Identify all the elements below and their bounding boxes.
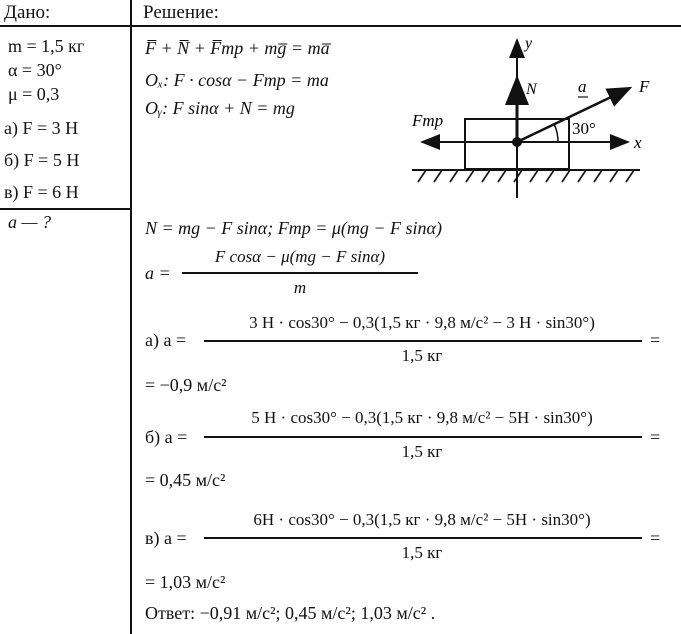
case-b-denominator: 1,5 кг xyxy=(401,442,443,461)
case-b-equals: = xyxy=(650,427,661,447)
case-a-equals: = xyxy=(650,330,661,350)
general-formula-lhs: a = xyxy=(145,263,171,283)
column-divider xyxy=(130,0,132,634)
general-formula-denominator: m xyxy=(293,278,307,297)
case-c-denominator: 1,5 кг xyxy=(401,543,443,562)
general-formula-numerator: F cosα − μ(mg − F sinα) xyxy=(214,247,386,266)
case-a-denominator: 1,5 кг xyxy=(401,346,443,365)
given-angle: α = 30° xyxy=(8,60,62,80)
given-friction-coefficient: μ = 0,3 xyxy=(8,84,60,104)
find-unknown: a — ? xyxy=(8,212,52,232)
case-c-equals: = xyxy=(650,528,661,548)
vector-equation: F̅ + N̅ + F̅тр + mg̅ = ma̅ xyxy=(145,38,330,58)
origin-point xyxy=(512,137,522,147)
case-a-numerator: 3 Н · cos30° − 0,3(1,5 кг · 9,8 м/с² − 3 Н · sin30°) xyxy=(249,313,595,332)
x-axis-label: x xyxy=(634,133,642,152)
case-a-lhs: а) a = xyxy=(145,330,187,350)
normal-force-label: N xyxy=(526,81,537,98)
case-c-bar xyxy=(204,537,642,539)
case-a-result: = −0,9 м/с² xyxy=(145,375,227,395)
final-answer: Ответ: −0,91 м/с²; 0,45 м/с²; 1,03 м/с² . xyxy=(145,603,436,623)
header-underline xyxy=(0,25,681,27)
case-c-lhs: в) a = xyxy=(145,528,187,548)
ground-hatching xyxy=(418,170,634,182)
given-case-b: б) F = 5 Н xyxy=(4,150,80,170)
acceleration-label: a xyxy=(578,77,587,96)
given-separator xyxy=(0,208,131,210)
friction-force-label: Fтр xyxy=(412,111,444,130)
case-b-numerator: 5 Н · cos30° − 0,3(1,5 кг · 9,8 м/с² − 5Н · sin30°) xyxy=(251,408,593,427)
given-case-a: а) F = 3 Н xyxy=(4,118,79,138)
given-mass: m = 1,5 кг xyxy=(8,36,85,56)
ox-projection: Oₓ: F · cosα − Fтр = ma xyxy=(145,70,329,90)
case-c-numerator: 6Н · cos30° − 0,3(1,5 кг · 9,8 м/с² − 5Н · sin30°) xyxy=(253,510,591,529)
force-diagram xyxy=(400,30,681,200)
normal-and-friction-equation: N = mg − F sinα; Fтр = μ(mg − F sinα) xyxy=(145,218,442,238)
given-case-c: в) F = 6 Н xyxy=(4,182,79,202)
oy-projection: Oᵧ: F sinα + N = mg xyxy=(145,98,295,118)
angle-label: 30° xyxy=(572,119,596,138)
y-axis-label: y xyxy=(525,35,533,52)
case-b-result: = 0,45 м/с² xyxy=(145,470,226,490)
case-b-lhs: б) a = xyxy=(145,427,188,447)
case-b-bar xyxy=(204,436,642,438)
angle-arc xyxy=(554,124,558,142)
general-formula-bar xyxy=(182,272,418,274)
given-header: Дано: xyxy=(4,2,51,23)
applied-force-label: F xyxy=(639,77,650,96)
solution-header: Решение: xyxy=(143,2,219,23)
case-a-bar xyxy=(204,340,642,342)
case-c-result: = 1,03 м/с² xyxy=(145,572,226,592)
